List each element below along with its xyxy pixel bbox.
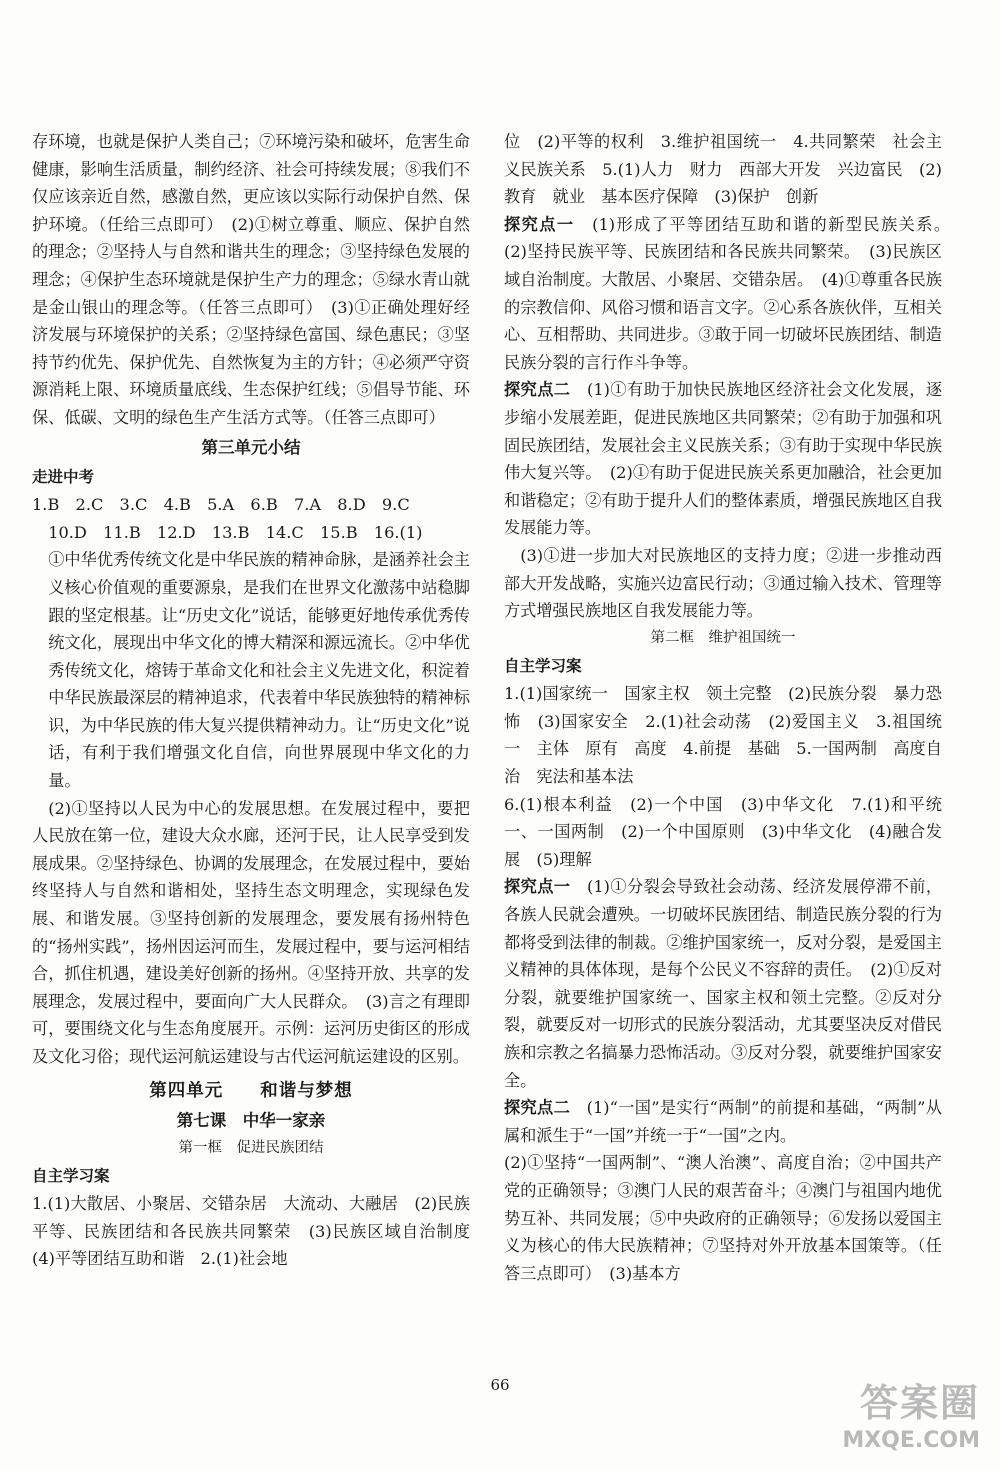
watermark-url: MXQE.COM <box>842 1428 980 1453</box>
paragraph: 位 (2)平等的权利 3.维护祖国统一 4.共同繁荣 社会主义民族关系 5.(1)人力 财力 西部大开发 兴边富民 (2)教育 就业 基本医疗保障 (3)保护 创新 <box>504 132 942 207</box>
paragraph: (2)①坚持“一国两制”、“澳人治澳”、高度自治；②中国共产党的正确领导；③澳门人民的艰苦奋斗；④澳门与祖国内地优势互补、共同发展；⑤中央政府的正确领导；⑥发扬以爱国主义为核心的伟大民族精神；⑦坚持对外开放基本国策等。（任答三点即可） (3)基本方 <box>504 1153 942 1283</box>
left-column <box>32 128 487 1273</box>
paragraph: (3)①进一步加大对民族地区的支持力度；②进一步推动西部大开发战略，实施兴边富民行动；③通过输入技术、管理等方式增强民族地区自我发展能力等。 <box>504 545 942 621</box>
section-heading: 第三单元小结 <box>201 437 301 457</box>
explore-text: (1)①有助于加快民族地区经济社会文化发展，逐步缩小发展差距，促进民族地区共同繁荣；②有助于加强和巩固民族团结，发展社会主义民族关系；③有助于实现中华民族伟大复兴等。 (2)①有助于促进民族关系更加融洽，社会更加和谐稳定；②有助于提升人们的整体素质，增强民族地区自我发展能力等。 <box>504 380 943 538</box>
explore-label: 探究点一 <box>504 877 571 897</box>
explore-point <box>504 376 942 542</box>
paragraph: 1.(1)国家统一 国家主权 领土完整 (2)民族分裂 暴力恐怖 (3)国家安全 2.(1)社会动荡 (2)爱国主义 3.祖国统一 主体 原有 高度 4.前提 基础 5.一国两制 高度自治 宪法和基本法 <box>504 684 942 787</box>
frame-title: 第一框 促进民族团结 <box>178 1139 324 1156</box>
paragraph: 1.(1)大散居、小聚居、交错杂居 大流动、大融居 (2)民族平等、民族团结和各民族共同繁荣 (3)民族区域自治制度 (4)平等团结互助和谐 2.(1)社会地 <box>32 1194 487 1269</box>
paragraph: 6.(1)根本利益 (2)一个中国 (3)中华文化 7.(1)和平统一、一国两制 (2)一个中国原则 (3)中华文化 (4)融合发展 (5)理解 <box>504 794 942 869</box>
explore-point <box>504 211 959 377</box>
explore-point <box>504 873 942 1094</box>
paragraph: 存环境，也就是保护人类自己；⑦环境污染和破坏，危害生命健康，影响生活质量，制约经济、社会可持续发展；⑧我们不仅应该亲近自然，感激自然，更应该以实际行动保护自然、保护环境。（任给三点即可） (2)①树立尊重、顺应、保护自然的理念；②坚持人与自然和谐共生的理念；③坚持绿色发展的理念；④保护生态环境就是保护生产力的理念；⑤绿水青山就是金山银山的理念等。（任答三点即可） (3)①正确处理好经济发展与环境保护的关系；②坚持绿色富国、绿色惠民；③坚持节约优先、保护优先、自然恢复为主的方针；④必须严守资源消耗上限、环境质量底线、生态保护红线；⑤倡导节能、环保、低碳、文明的绿色生产生活方式等。（任答三点即可） <box>32 132 470 427</box>
unit-title: 第四单元 和谐与梦想 <box>149 1080 353 1101</box>
answer-line: 1.B 2.C 3.C 4.B 5.A 6.B 7.A 8.D 9.C <box>32 495 410 515</box>
watermark-logo <box>750 1380 980 1466</box>
section-heading: 自主学习案 <box>32 1166 110 1185</box>
explore-label: 探究点二 <box>504 380 571 400</box>
explore-text: (1)①分裂会导致社会动荡、经济发展停滞不前，各族人民就会遭殃。一切破坏民族团结、制造民族分裂的行为都将受到法律的制裁。②维护国家统一，反对分裂，是爱国主义精神的具体体现，是每个公民义不容辞的责任。 (2)①反对分裂，就要维护国家统一、国家主权和领土完整。②反对分裂，就要反对一切形式的民族分裂活动，尤其要坚决反对借民族和宗教之名搞暴力恐怖活动。③反对分裂，就要维护国家安全。 <box>504 877 943 1090</box>
lesson-title: 第七课 中华一家亲 <box>176 1110 326 1130</box>
paragraph: (2)①坚持以人民为中心的发展思想。在发展过程中，要把人民放在第一位，建设大众水廊，还河于民，让人民享受到发展成果。②坚持绿色、协调的发展理念，在发展过程中，要始终坚持人与自然和谐相处，坚持生态文明理念，实现绿色发展、和谐发展。③坚持创新的发展理念，要发展有扬州特色的“扬州实践”，扬州因运河而生，发展过程中，要与运河相结合，抓住机遇，建设美好创新的扬州。④坚持开放、共享的发展理念，发展过程中，要面向广大人民群众。 (3)言之有理即可，要围绕文化与生态角度展开。示例：运河历史街区的形成及文化习俗；现代运河航运建设与古代运河航运建设的区别。 <box>32 798 470 1066</box>
section-heading: 自主学习案 <box>504 656 582 675</box>
answer-line: 10.D 11.B 12.D 13.B 14.C 15.B 16.(1) <box>48 522 423 542</box>
explore-point <box>504 1094 942 1149</box>
explore-text: (1)形成了平等团结互助和谐的新型民族关系。 (2)坚持民族平等、民族团结和各民族共同繁荣。 (3)民族区域自治制度。大散居、小聚居、交错杂居。 (4)①尊重各民族的宗教信仰、风俗习惯和语言文字。②心系各族伙伴，互相关心、互相帮助、共同进步。③敢于同一切破坏民族团结、制造民族分裂的言行作斗争等。 <box>504 214 959 372</box>
watermark-text: 答案圈 <box>859 1381 980 1425</box>
right-column <box>504 128 959 1287</box>
section-heading: 走进中考 <box>32 467 95 486</box>
page-number: 66 <box>490 1376 510 1394</box>
explore-text: (1)“一国”是实行“两制”的前提和基础，“两制”从属和派生于“一国”并统一于“一国”之内。 <box>504 1098 942 1145</box>
explore-label: 探究点一 <box>504 214 575 234</box>
paragraph: ①中华优秀传统文化是中华民族的精神命脉，是涵养社会主义核心价值观的重要源泉，是我们在世界文化激荡中站稳脚跟的坚定根基。让“历史文化”说话，能够更好地传承优秀传统文化，展现出中华文化的博大精深和源远流长。②中华优秀传统文化，熔铸于革命文化和社会主义先进文化，积淀着中华民族最深层的精神追求，代表着中华民族独特的精神标识，为中华民族的伟大复兴提供精神动力。让“历史文化”说话，有利于我们增强文化自信，向世界展现中华文化的力量。 <box>48 550 470 791</box>
explore-label: 探究点二 <box>504 1098 571 1118</box>
frame-title: 第二框 维护祖国统一 <box>650 629 796 646</box>
